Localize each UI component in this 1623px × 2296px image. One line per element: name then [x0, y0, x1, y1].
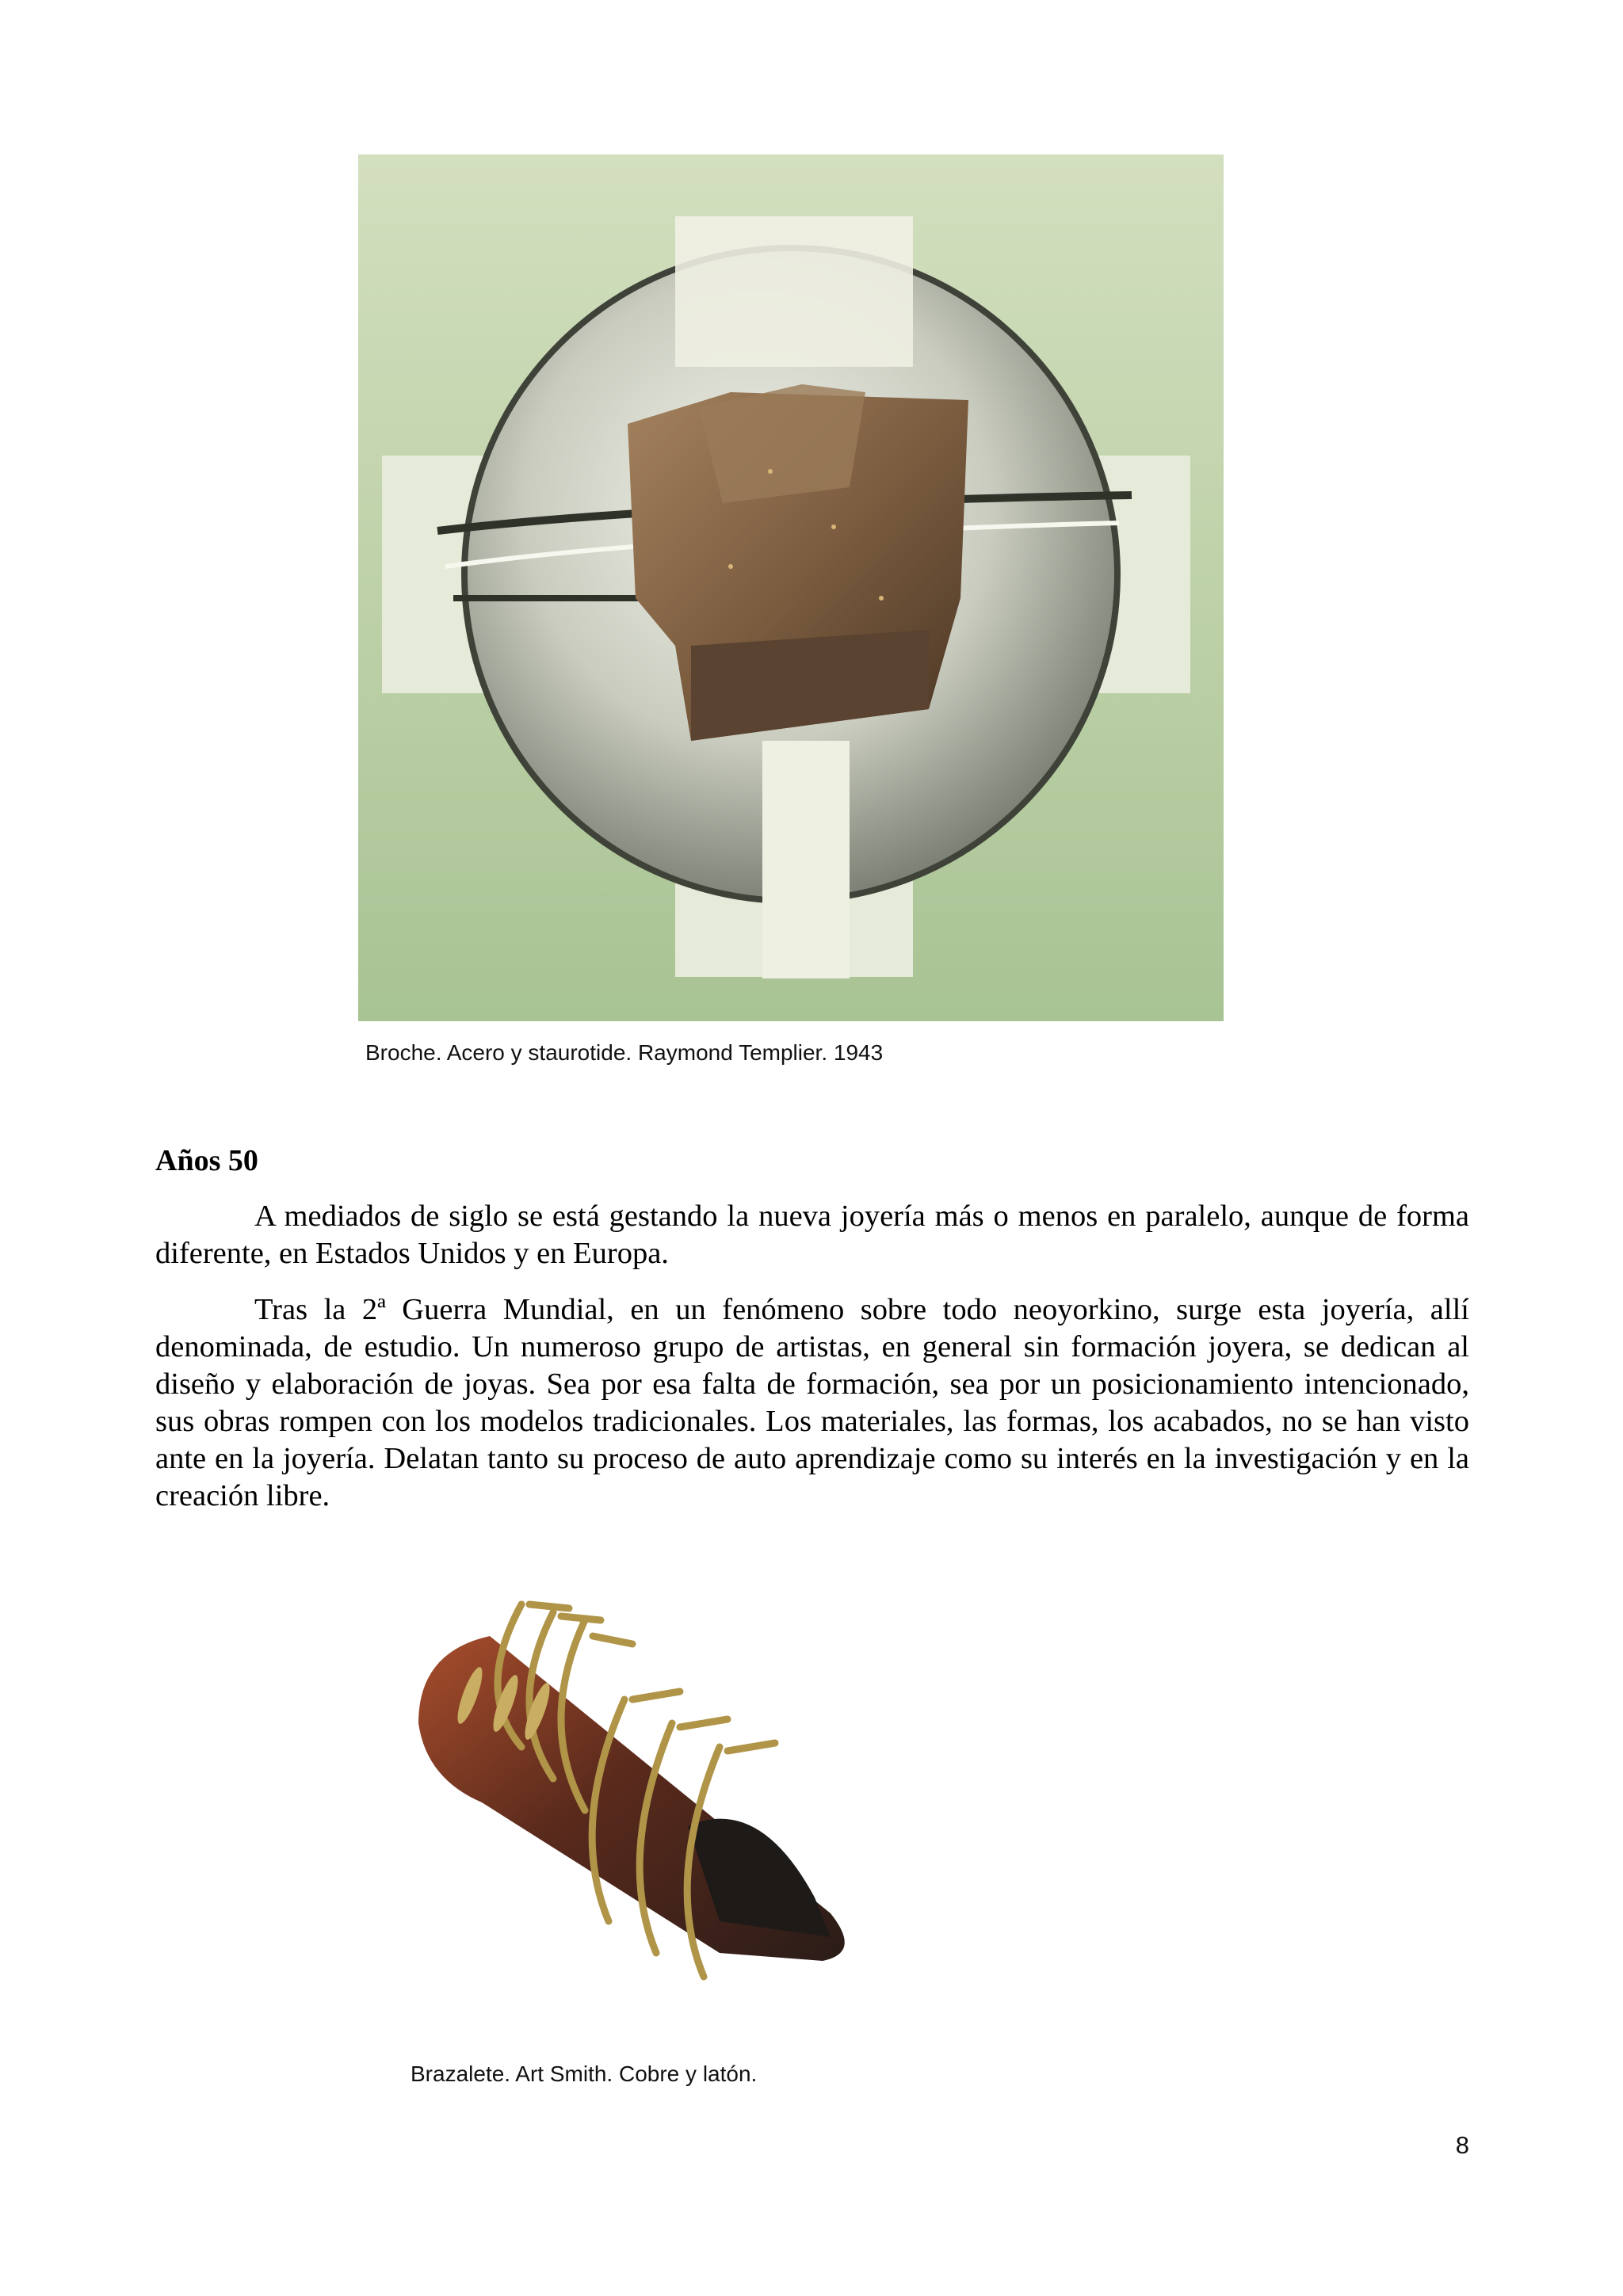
figure-caption: Brazalete. Art Smith. Cobre y latón. [411, 2061, 758, 2086]
paragraph: Tras la 2ª Guerra Mundial, en un fenómeno sobre todo neoyorkino, surge esta joyería, allí denominada, de estudio. Un numeroso grupo de artistas, en general sin formación joyera, se dedican al diseño y elaboración de joyas. Sea por esa falta de formación, sea por un posicionamiento intencionado, sus obras rompen con los modelos tradicionales. Los materiales, las formas, los acabados, no se han visto ante en la joyería. Delatan tanto su proceso de auto aprendizaje como su interés en la investigación y en la creación libre. [155, 1293, 1469, 1512]
paragraph: A mediados de siglo se está gestando la nueva joyería más o menos en paralelo, aunque de forma diferente, en Estados Unidos y en Europa. [155, 1199, 1469, 1270]
page-number: 8 [1455, 2131, 1469, 2159]
brooch-illustration [358, 154, 1224, 1021]
brooch-photo [358, 154, 1224, 1021]
bracelet-photo [387, 1541, 900, 2056]
figure-caption: Broche. Acero y staurotide. Raymond Templier. 1943 [365, 1040, 884, 1065]
section-heading: Años 50 [155, 1144, 258, 1177]
bracelet-illustration [387, 1541, 900, 2056]
